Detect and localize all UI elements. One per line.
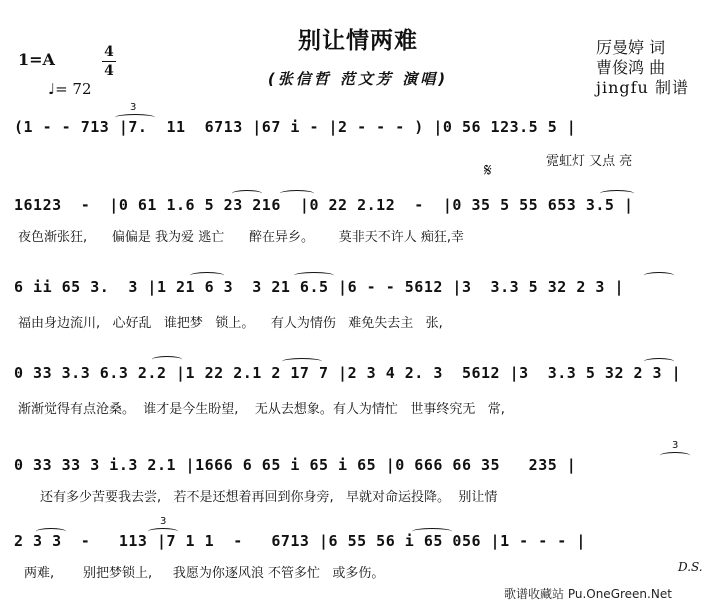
slur xyxy=(412,528,452,535)
composer-credit: 曹俊鸿 曲 xyxy=(596,58,666,77)
slur xyxy=(115,114,155,121)
lyric-line-2: 夜色渐张狂, 偏偏是 我为爱 逃亡 醉在异乡。 莫非天不许人 痴狂,幸 xyxy=(18,230,465,245)
lyric-line-6: 两难, 别把梦锁上, 我愿为你逐风浪 不管多忙 或多伤。 xyxy=(24,566,385,581)
lyric-line-1: 霓虹灯 又点 亮 xyxy=(546,154,633,169)
slur xyxy=(148,528,178,535)
slur xyxy=(644,358,674,365)
slur xyxy=(600,190,634,197)
notation-line-1: (1 - - 713 |7. 11 6713 |67 i - |2 - - - ) |0 56 123.5 5 | xyxy=(14,118,577,136)
slur xyxy=(280,190,314,197)
slur xyxy=(282,358,322,365)
performers: (张信哲 范文芳 演唱) xyxy=(267,70,449,88)
segno-sign: 𝄋 xyxy=(484,160,492,181)
credits xyxy=(596,38,689,98)
triplet-mark: 3 xyxy=(130,102,137,113)
meter-top: 4 xyxy=(104,44,114,60)
slur xyxy=(644,272,674,279)
key-signature: 1=A xyxy=(18,50,55,69)
notation-line-6: 2 3 3 - 113 |7 1 1 - 6713 |6 55 56 i 65 056 |1 - - - | xyxy=(14,532,586,550)
tempo-marking: ♩= 72 xyxy=(48,80,92,98)
notation-line-5: 0 33 33 3 i.3 2.1 |1666 6 65 i 65 i 65 |0 666 66 35 235 | xyxy=(14,456,577,474)
triplet-mark: 3 xyxy=(672,440,679,451)
slur xyxy=(36,528,66,535)
watermark: 歌谱收藏站 Pu.OneGreen.Net xyxy=(504,587,672,601)
song-title: 别让情两难 xyxy=(298,28,418,54)
slur xyxy=(294,272,334,279)
meter-bottom: 4 xyxy=(104,63,114,79)
slur xyxy=(190,272,224,279)
triplet-mark: 3 xyxy=(160,516,167,527)
slur xyxy=(152,356,182,363)
lyric-line-5: 还有多少苦要我去尝, 若不是还想着再回到你身旁, 早就对命运投降。 别让情 xyxy=(40,490,498,505)
notation-line-2: 16123 - |0 61 1.6 5 23 216 |0 22 2.12 - |0 35 5 55 653 3.5 | xyxy=(14,196,634,214)
notation-line-3: 6 ii 65 3. 3 |1 21 6 3 3 21 6.5 |6 - - 5612 |3 3.3 5 32 2 3 | xyxy=(14,278,624,296)
arranger-credit: jingfu 制谱 xyxy=(596,78,689,97)
slur xyxy=(660,452,690,459)
lyric-line-4: 渐渐觉得有点沧桑。 谁才是今生盼望, 无从去想象。有人为情忙 世事终究无 常, xyxy=(18,402,505,417)
meter-divider xyxy=(102,61,116,62)
time-signature xyxy=(102,44,116,79)
lyric-line-3: 福由身边流川, 心好乱 谁把梦 锁上。 有人为情伤 难免失去主 张, xyxy=(18,316,443,331)
slur xyxy=(232,190,262,197)
dal-segno-mark: D.S. xyxy=(678,560,703,574)
notation-line-4: 0 33 3.3 6.3 2.2 |1 22 2.1 2 17 7 |2 3 4 2. 3 5612 |3 3.3 5 32 2 3 | xyxy=(14,364,682,382)
lyricist-credit: 厉曼婷 词 xyxy=(596,38,666,57)
